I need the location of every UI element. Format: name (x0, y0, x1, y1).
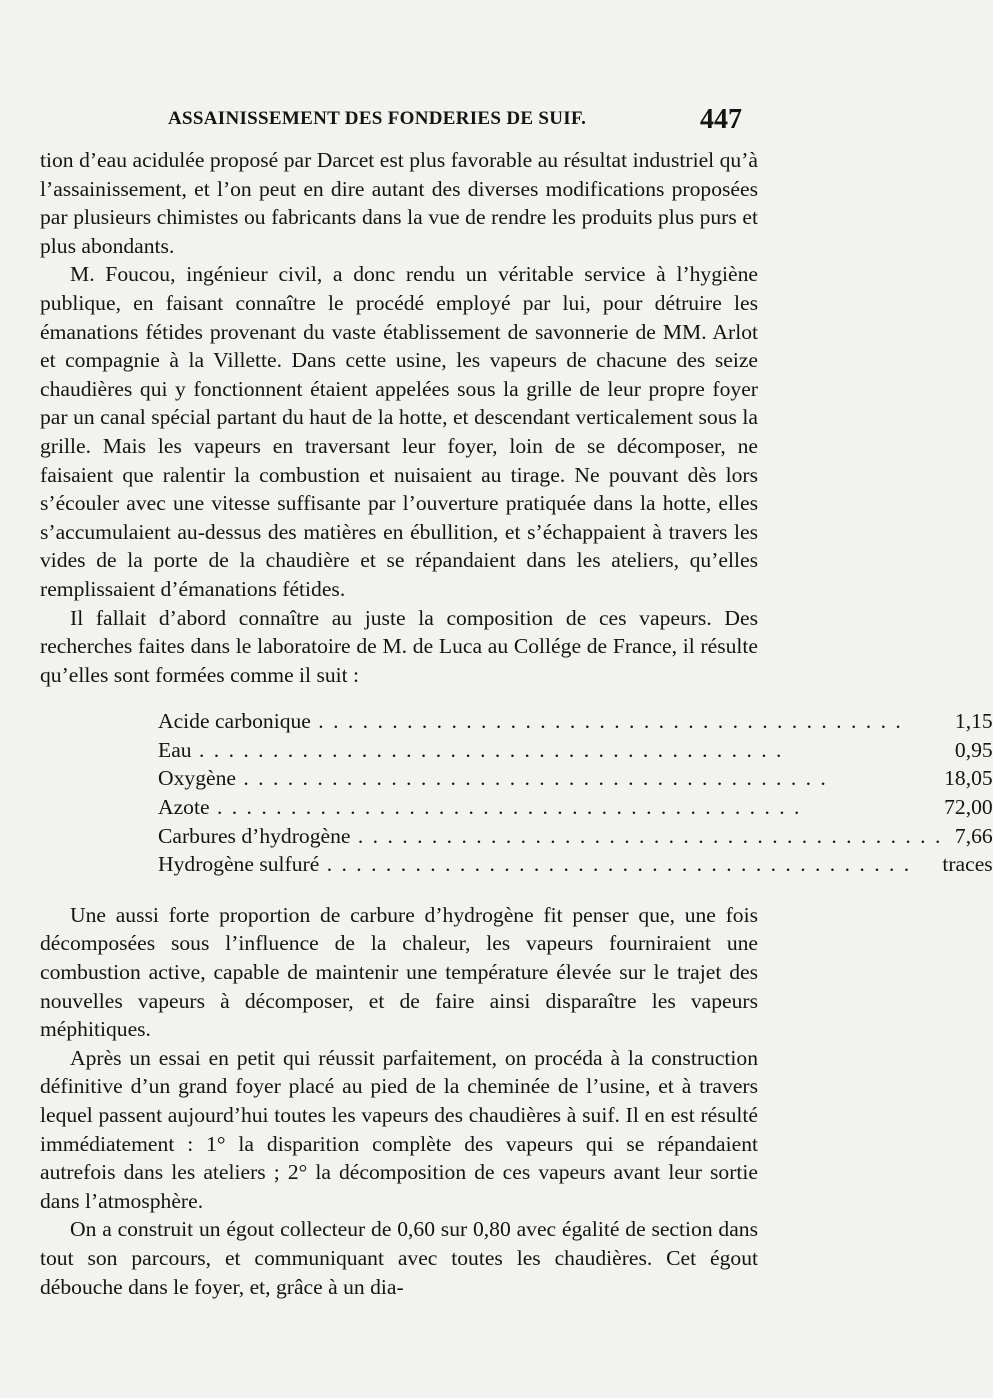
table-row (158, 793, 993, 822)
component-name: Acide carbonique . . . (158, 707, 942, 736)
paragraph-3: Il fallait d’abord connaître au juste la composition de ces vapeurs. Des recherches faites dans le laboratoire de M. de Luca au Collége de France, il résulte qu’elles sont formées comme il suit : (40, 605, 758, 687)
table-row (158, 707, 993, 736)
body-text (40, 146, 993, 1301)
component-value: 72,00 (944, 795, 993, 820)
component-value: 1,15 (954, 709, 993, 734)
paragraph-2: M. Foucou, ingénieur civil, a donc rendu un véritable service à l’hygiène publique, en faisant connaître le procédé employé par lui, pour détruire les émanations fétides provenant du vaste établissement de savonnerie de MM. Arlot et compagnie à la Villette. Dans cette usine, les vapeurs de chacune des seize chaudières qui y fonctionnent étaient appelées sous la grille de leur propre foyer par un canal spécial partant du haut de la hotte, et descendant verticalement sous la grille. Mais les vapeurs en traversant leur foyer, loin de se décomposer, ne faisaient que ralentir la combustion et nuisaient au tirage. Ne pouvant dès lors s’écouler avec une vitesse suffisante par l’ouverture pratiquée dans la hotte, elles s’accumulaient au-dessus des matières en ébullition, et s’échappaient à travers les vides de la porte de la chaudière et se répandaient dans les ateliers, qu’elles remplissaient d’émanations fétides. (40, 262, 758, 601)
component-name: Eau . . . (158, 736, 942, 765)
component-value: 7,66 (954, 823, 993, 848)
page-header (50, 104, 742, 138)
paragraph-4: Une aussi forte proportion de carbure d’hydrogène fit penser que, une fois décomposées sous l’influence de la chaleur, les vapeurs fourniraient une combustion active, capable de maintenir une température élevée sur le trajet des nouvelles vapeurs à décomposer, et de faire ainsi disparaître les vapeurs méphitiques. (40, 902, 758, 1042)
component-value: 18,05 (944, 766, 993, 791)
component-name: Hydrogène sulfuré . . . (158, 850, 942, 879)
component-value: 0,95 (954, 737, 993, 762)
component-name: Oxygène . . . (158, 764, 942, 793)
composition-table (158, 707, 993, 879)
paragraph-6: On a construit un égout collecteur de 0,60 sur 0,80 avec égalité de section dans tout son parcours, et communiquant avec toutes les chaudières. Cet égout débouche dans le foyer, et, grâce à un dia- (40, 1217, 758, 1299)
paragraph-5: Après un essai en petit qui réussit parfaitement, on procéda à la construction définitive d’un grand foyer placé au pied de la cheminée de l’usine, et à travers lequel passent aujourd’hui toutes les vapeurs des chaudières à suif. Il en est résulté immédiatement : 1° la disparition complète des vapeurs qui se répandaient autrefois dans les ateliers ; 2° la décomposition de ces vapeurs avant leur sortie dans l’atmosphère. (40, 1045, 758, 1213)
running-title: ASSAINISSEMENT DES FONDERIES DE SUIF. (168, 108, 587, 129)
table-row (158, 736, 993, 765)
paragraph-1: tion d’eau acidulée proposé par Darcet est plus favorable au résultat industriel qu’à l’assainissement, et l’on peut en dire autant des diverses modifications proposées par plusieurs chimistes ou fabricants dans la vue de rendre les produits plus purs et plus abondants. (40, 148, 758, 258)
page-number: 447 (700, 104, 742, 135)
table-row (158, 822, 993, 851)
table-row (158, 850, 993, 879)
component-name: Carbures d’hydrogène . . . (158, 822, 942, 851)
component-value: traces (942, 852, 993, 877)
component-name: Azote . . . (158, 793, 942, 822)
table-row (158, 764, 993, 793)
